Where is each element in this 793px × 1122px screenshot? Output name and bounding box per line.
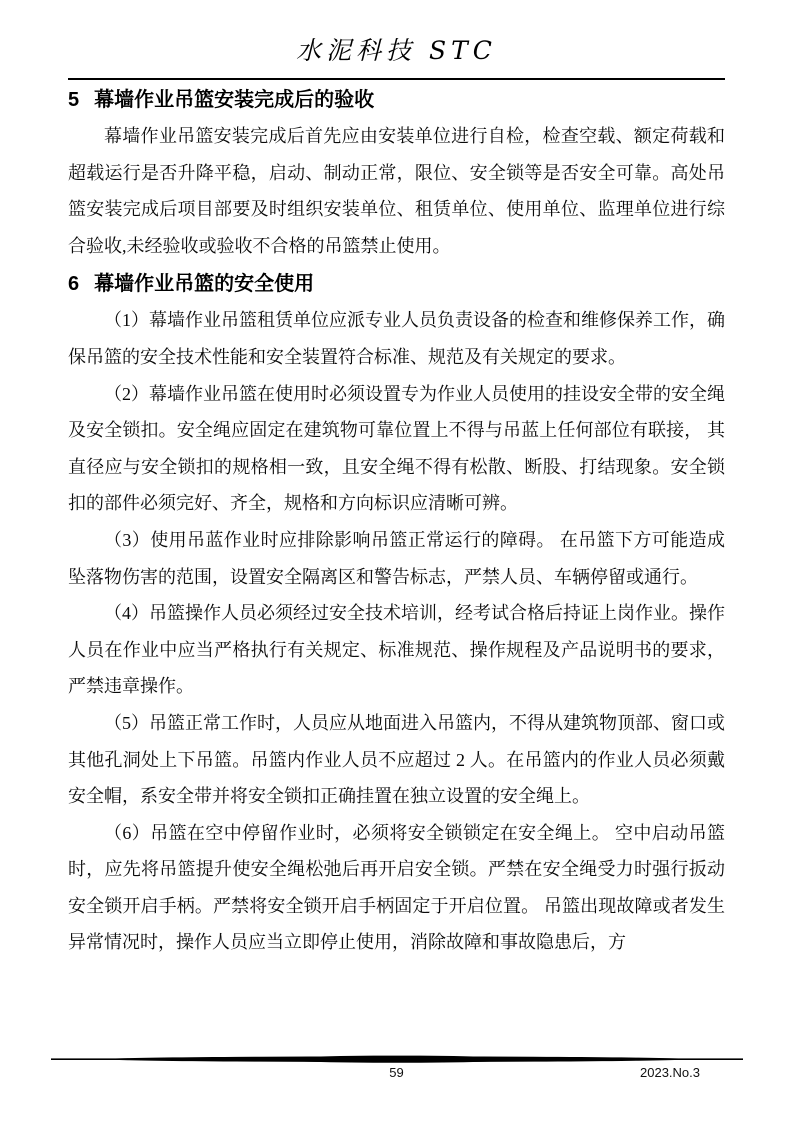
footer-row	[0, 1064, 793, 1084]
section-title: 幕墙作业吊篮安装完成后的验收	[94, 89, 375, 111]
section-number: 6	[68, 273, 80, 296]
journal-title: 水泥科技 STC	[296, 36, 497, 65]
page-header	[68, 36, 725, 80]
paragraph: 幕墙作业吊篮安装完成后首先应由安装单位进行自检，检查空载、额定荷载和超载运行是否升降平稳，启动、制动正常，限位、安全锁等是否安全可靠。高处吊篮安装完成后项目部要及时组织安装单位、租赁单位、使用单位、监理单位进行综合验收,未经验收或验收不合格的吊篮禁止使用。	[68, 126, 725, 256]
paragraph: （4）吊篮操作人员必须经过安全技术培训，经考试合格后持证上岗作业。操作人员在作业中应当严格执行有关规定、标准规范、操作规程及产品说明书的要求，严禁违章操作。	[68, 603, 725, 697]
paragraph: （3）使用吊蓝作业时应排除影响吊篮正常运行的障碍。 在吊篮下方可能造成坠落物伤害的范围，设置安全隔离区和警告标志，严禁人员、车辆停留或通行。	[68, 529, 725, 587]
section-6-heading	[68, 269, 725, 299]
footer-divider	[51, 1055, 743, 1064]
paragraph: （5）吊篮正常工作时，人员应从地面进入吊篮内，不得从建筑物顶部、窗口或其他孔洞处上下吊篮。吊篮内作业人员不应超过 2 人。在吊篮内的作业人员必须戴安全帽，系安全带并将安全锁扣正确挂置在独立设置的安全绳上。	[68, 712, 725, 807]
paragraph: （2）幕墙作业吊篮在使用时必须设置专为作业人员使用的挂设安全带的安全绳及安全锁扣。安全绳应固定在建筑物可靠位置上不得与吊蓝上任何部位有联接， 其直径应与安全锁扣的规格相一致，且安全绳不得有松散、断股、打结现象。安全锁扣的部件必须完好、齐全，规格和方向标识应清晰可辨。	[68, 383, 725, 514]
section-title: 幕墙作业吊篮的安全使用	[94, 273, 315, 296]
header-rule	[68, 78, 725, 80]
page-number: 59	[389, 1065, 404, 1080]
issue-number: 2023.No.3	[640, 1065, 700, 1080]
section-number: 5	[68, 89, 80, 111]
section-6	[68, 269, 725, 961]
section-5-heading	[68, 85, 725, 115]
paragraph: （1）幕墙作业吊篮租赁单位应派专业人员负责设备的检查和维修保养工作，确保吊篮的安全技术性能和安全装置符合标准、规范及有关规定的要求。	[68, 310, 725, 367]
page-footer	[0, 1055, 793, 1084]
paragraph: （6）吊篮在空中停留作业时，必须将安全锁锁定在安全绳上。 空中启动吊篮时，应先将吊篮提升使安全绳松弛后再开启安全锁。严禁在安全绳受力时强行扳动安全锁开启手柄。严禁将安全锁开启手柄固定于开启位置。 吊篮出现故障或者发生异常情况时，操作人员应当立即停止使用，消除故障和事故隐患后，方	[68, 822, 725, 953]
section-5	[68, 85, 725, 264]
